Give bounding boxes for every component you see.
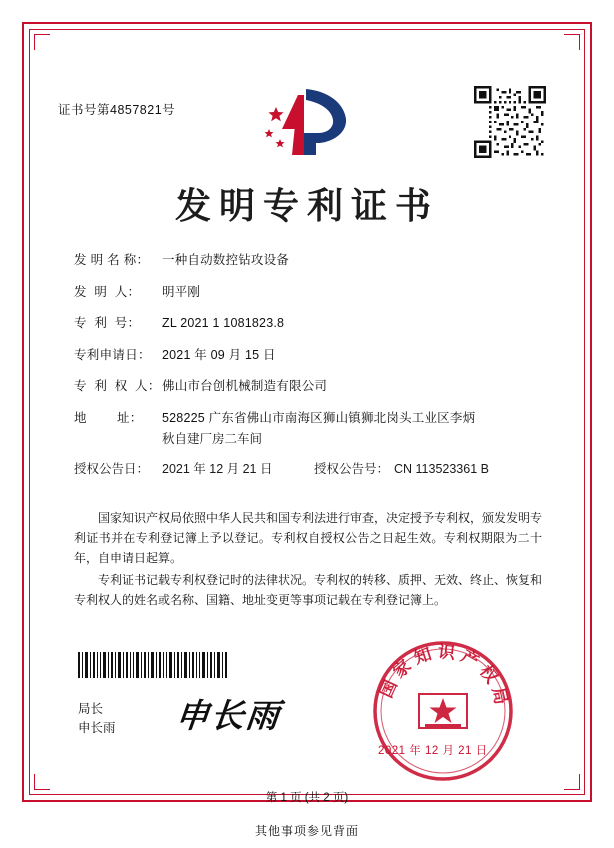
field-grant-row [74,461,544,478]
corner-ornament-top-right [564,34,580,50]
director-label [78,700,116,738]
field-patent-number [74,315,544,332]
field-address [74,410,544,427]
field-value: 2021 年 09 月 15 日 [162,347,276,362]
corner-ornament-bottom-right [564,774,580,790]
field-grant-number [314,461,544,478]
field-value: 528225 广东省佛山市南海区狮山镇狮北岗头工业区李炳 [162,410,476,425]
qr-code [474,86,546,158]
cnipa-official-red-seal [368,636,518,786]
field-inventor [74,284,544,301]
director-name: 申长雨 [78,721,116,735]
field-value: 一种自动数控钻攻设备 [162,253,290,267]
paragraph-2: 专利证书记载专利权登记时的法律状况。专利权的转移、质押、无效、终止、恢复和专利权人的姓名或名称、国籍、地址变更等事项记载在专利登记簿上。 [74,573,543,607]
field-value: 佛山市台创机械制造有限公司 [162,379,328,393]
legal-text [74,508,542,612]
field-value: CN 113523361 B [394,462,489,476]
field-list [74,252,544,492]
field-address-line2: 秋自建厂房二车间 [162,432,263,446]
svg-text:国家知识产权局 [377,642,512,711]
seal-date: 2021 年 12 月 21 日 [378,745,488,757]
field-label: 发 明 人： [74,284,141,299]
cnipa-emblem-logo [258,85,350,163]
field-invention-name [74,252,544,269]
corner-ornament-top-left [34,34,50,50]
field-value: 明平刚 [162,284,201,299]
page-title: 发明专利证书 [174,185,439,227]
field-label: 专 利 号： [74,316,141,330]
field-label: 专利申请日： [74,347,151,362]
field-label: 授权公告号： [314,462,390,476]
footnote: 其他事项参见背面 [254,824,359,838]
field-patentee [74,378,544,395]
field-label: 授权公告日： [74,462,150,476]
field-label: 专 利 权 人： [74,379,161,393]
paragraph-1: 国家知识产权局依照中华人民共和国专利法进行审查，决定授予专利权，颁发发明专利证书并在专利登记簿上予以登记。专利权自授权公告之日起生效。专利权期限为二十年，自申请日起算。 [74,511,543,565]
field-value: 2021 年 12 月 21 日 [162,462,273,476]
seal-ring-text: 国家知识产权局 [376,642,512,712]
field-grant-date [74,461,314,478]
field-label: 发 明 名 称： [74,253,150,267]
corner-ornament-bottom-left [34,774,50,790]
director-title: 局长 [78,702,104,716]
field-value: ZL 2021 1 1081823.8 [162,316,285,330]
field-application-date [74,347,544,364]
barcode [78,652,228,678]
page-number: 第 1 页 (共 2 页) [265,792,349,804]
field-label: 地 址： [74,410,143,425]
handwritten-signature: 申长雨 [173,696,283,735]
certificate-number: 证书号第4857821号 [58,103,176,117]
